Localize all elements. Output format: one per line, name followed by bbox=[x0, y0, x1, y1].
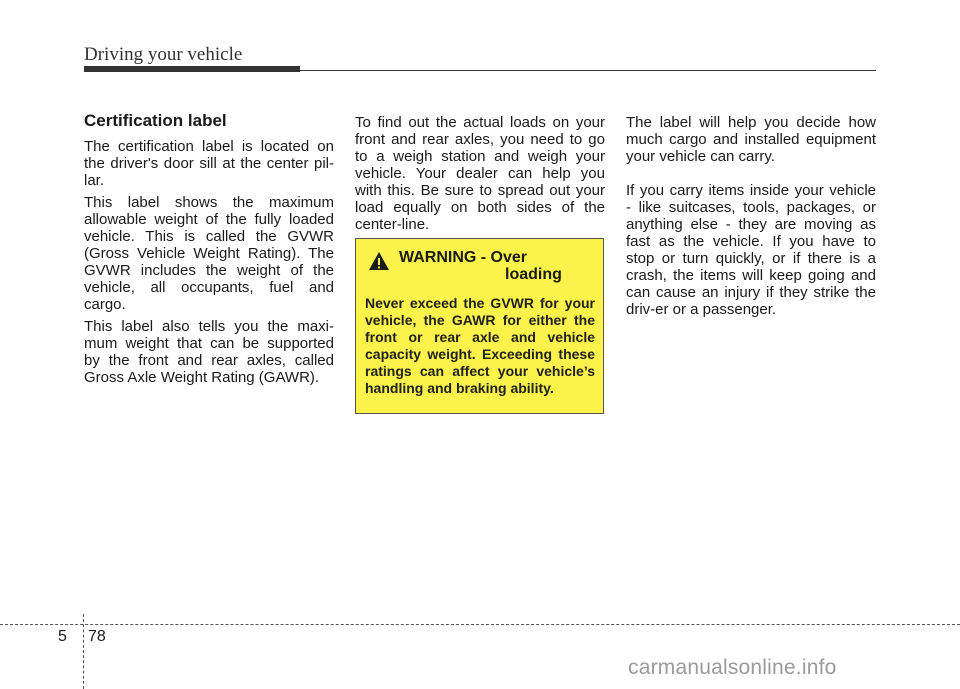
paragraph: If you carry items inside your vehicle - like suitcases, tools, packages, or anything else - they are moving as fast as the vehicle. If you have to stop or turn quickly, or if there is a crash, the items will keep going and can cause an injury if they strike the driv-er or a passenger. bbox=[626, 182, 876, 318]
header-rule-thin bbox=[300, 70, 876, 71]
paragraph: To find out the actual loads on your front and rear axles, you need to go to a weigh station and weigh your vehicle. Your dealer can help you with this. Be sure to spread out your load equally on both sides of the center-line. bbox=[355, 114, 605, 233]
warning-triangle-icon bbox=[368, 251, 390, 271]
footer-vertical-divider bbox=[83, 614, 84, 689]
section-heading: Certification label bbox=[84, 111, 227, 130]
paragraph: The certification label is located on the driver's door sill at the center pil-lar. bbox=[84, 138, 334, 189]
column-middle bbox=[355, 114, 605, 238]
warning-box bbox=[355, 238, 604, 414]
footer-divider bbox=[0, 624, 960, 625]
column-left bbox=[84, 112, 334, 391]
warning-title: WARNING - Over bbox=[399, 249, 528, 266]
page-number: 78 bbox=[88, 628, 106, 645]
warning-title-continued: loading bbox=[505, 266, 562, 283]
warning-header bbox=[365, 249, 595, 295]
page-section-number: 5 bbox=[58, 628, 67, 645]
chapter-title: Driving your vehicle bbox=[84, 44, 243, 65]
column-right bbox=[626, 114, 876, 335]
warning-text: Never exceed the GVWR for your vehicle, the GAWR for either the front or rear axle and vehicle capacity weight. Exceeding these ratings can affect your vehicle’s handling and braking ability. bbox=[365, 295, 595, 396]
paragraph: This label also tells you the maxi-mum weight that can be supported by the front and rear axles, called Gross Axle Weight Rating (GAWR). bbox=[84, 318, 334, 386]
paragraph: This label shows the maximum allowable weight of the fully loaded vehicle. This is called the GVWR (Gross Vehicle Weight Rating). The GVWR includes the weight of the vehicle, all occupants, fuel and cargo. bbox=[84, 194, 334, 313]
watermark: carmanualsonline.info bbox=[628, 656, 837, 679]
header-rule-thick bbox=[84, 66, 300, 72]
paragraph: The label will help you decide how much cargo and installed equipment your vehicle can carry. bbox=[626, 114, 876, 165]
